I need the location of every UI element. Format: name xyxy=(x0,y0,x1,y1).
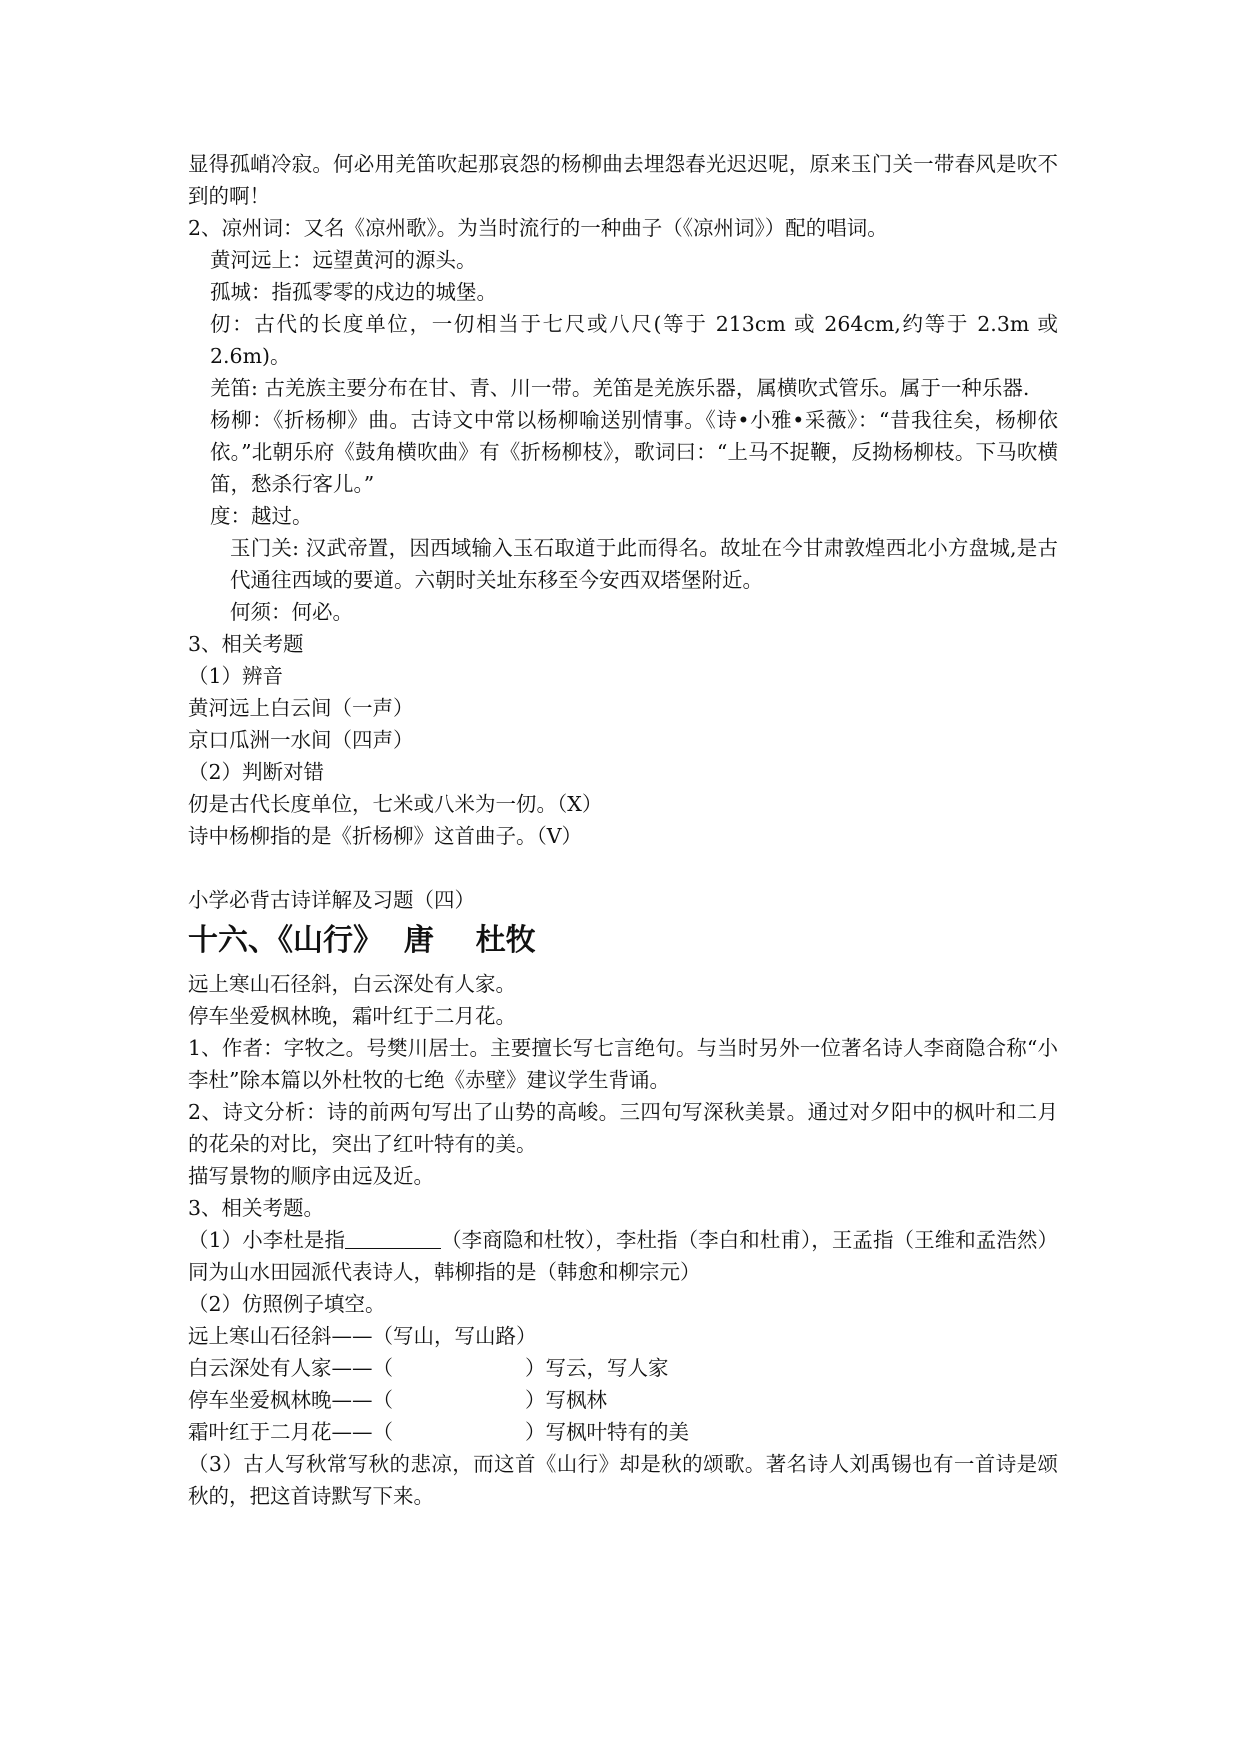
fill-line-2-suffix: ）写枫林 xyxy=(525,1388,607,1412)
fill-line-3-prefix: 霜叶红于二月花——（ xyxy=(188,1420,393,1444)
note-hexu: 何须：何必。 xyxy=(230,600,353,624)
note-ren: 仞：古代的长度单位，一仞相当于七尺或八尺(等于 213cm 或 264cm,约等于 2.3m 或 2.6m)。 xyxy=(210,312,1058,368)
paragraph-translation-end: 显得孤峭冷寂。何必用羌笛吹起那哀怨的杨柳曲去埋怨春光迟迟呢，原来玉门关一带春风是吹不到的啊！ xyxy=(188,152,1058,208)
poem-line-2: 停车坐爱枫林晚，霜叶红于二月花。 xyxy=(188,1004,516,1028)
fill-line-3 xyxy=(188,1416,1058,1448)
author-note: 1、作者：字牧之。号樊川居士。主要擅长写七言绝句。与当时另外一位著名诗人李商隐合称“小李杜”除本篇以外杜牧的七绝《赤壁》建议学生背诵。 xyxy=(188,1036,1058,1092)
question-2: （2）仿照例子填空。 xyxy=(188,1292,386,1316)
note-du: 度：越过。 xyxy=(210,504,313,528)
answer-blank[interactable] xyxy=(345,1228,441,1249)
exam-item-1-line-2: 京口瓜洲一水间（四声） xyxy=(188,728,414,752)
note-yumenguan: 玉门关: 汉武帝置，因西域输入玉石取道于此而得名。故址在今甘肃敦煌西北小方盘城,是古代通往西域的要道。六朝时关址东移至今安西双塔堡附近。 xyxy=(230,536,1058,592)
exam-item-2: （2）判断对错 xyxy=(188,760,325,784)
series-subtitle: 小学必背古诗详解及习题（四） xyxy=(188,888,475,912)
exam-item-2-line-1: 仞是古代长度单位，七米或八米为一仞。（X） xyxy=(188,792,603,816)
section-exam-title-2: 3、相关考题。 xyxy=(188,1196,325,1220)
question-1 xyxy=(188,1224,1058,1288)
note-yangliu: 杨柳：《折杨柳》曲。古诗文中常以杨柳喻送别情事。《诗•小雅•采薇》：“昔我往矣，杨柳依依。”北朝乐府《鼓角横吹曲》有《折杨柳枝》，歌词曰：“上马不捉鞭，反拗杨柳枝。下马吹横笛，愁杀行客儿。” xyxy=(210,408,1058,496)
fill-line-1 xyxy=(188,1352,1058,1384)
question-3: （3）古人写秋常写秋的悲凉，而这首《山行》却是秋的颂歌。著名诗人刘禹锡也有一首诗是颂秋的，把这首诗默写下来。 xyxy=(188,1452,1058,1508)
question-1-prefix: （1）小李杜是指 xyxy=(188,1228,346,1252)
section-exam-title: 3、相关考题 xyxy=(188,632,304,656)
document-body xyxy=(188,148,1058,1512)
scenery-order: 描写景物的顺序由远及近。 xyxy=(188,1164,434,1188)
poem-analysis: 2、诗文分析：诗的前两句写出了山势的高峻。三四句写深秋美景。通过对夕阳中的枫叶和二月的花朵的对比，突出了红叶特有的美。 xyxy=(188,1100,1058,1156)
example-line: 远上寒山石径斜——（写山，写山路） xyxy=(188,1324,537,1348)
fill-line-1-prefix: 白云深处有人家——（ xyxy=(188,1356,393,1380)
spacer xyxy=(188,852,1058,884)
note-huanghe: 黄河远上：远望黄河的源头。 xyxy=(210,248,477,272)
fill-line-1-suffix: ）写云，写人家 xyxy=(525,1356,669,1380)
poem-heading: 十六、《山行》 唐 杜牧 xyxy=(188,923,536,958)
fill-line-2 xyxy=(188,1384,1058,1416)
poem-line-1: 远上寒山石径斜，白云深处有人家。 xyxy=(188,972,516,996)
exam-item-2-line-2: 诗中杨柳指的是《折杨柳》这首曲子。（V） xyxy=(188,824,583,848)
exam-item-1: （1）辨音 xyxy=(188,664,284,688)
note-gucheng: 孤城：指孤零零的戍边的城堡。 xyxy=(210,280,497,304)
fill-line-2-prefix: 停车坐爱枫林晚——（ xyxy=(188,1388,393,1412)
note-liangzhouci: 2、凉州词：又名《凉州歌》。为当时流行的一种曲子（《凉州词》）配的唱词。 xyxy=(188,216,888,240)
exam-item-1-line-1: 黄河远上白云间（一声） xyxy=(188,696,414,720)
fill-line-3-suffix: ）写枫叶特有的美 xyxy=(525,1420,689,1444)
note-qiangdi: 羌笛: 古羌族主要分布在甘、青、川一带。羌笛是羌族乐器，属横吹式管乐。属于一种乐器. xyxy=(210,376,1030,400)
question-1-suffix: （李商隐和杜牧），李杜指（李白和杜甫），王孟指（王维和孟浩然）同为山水田园派代表诗人，韩柳指的是（韩愈和柳宗元） xyxy=(188,1228,1058,1284)
